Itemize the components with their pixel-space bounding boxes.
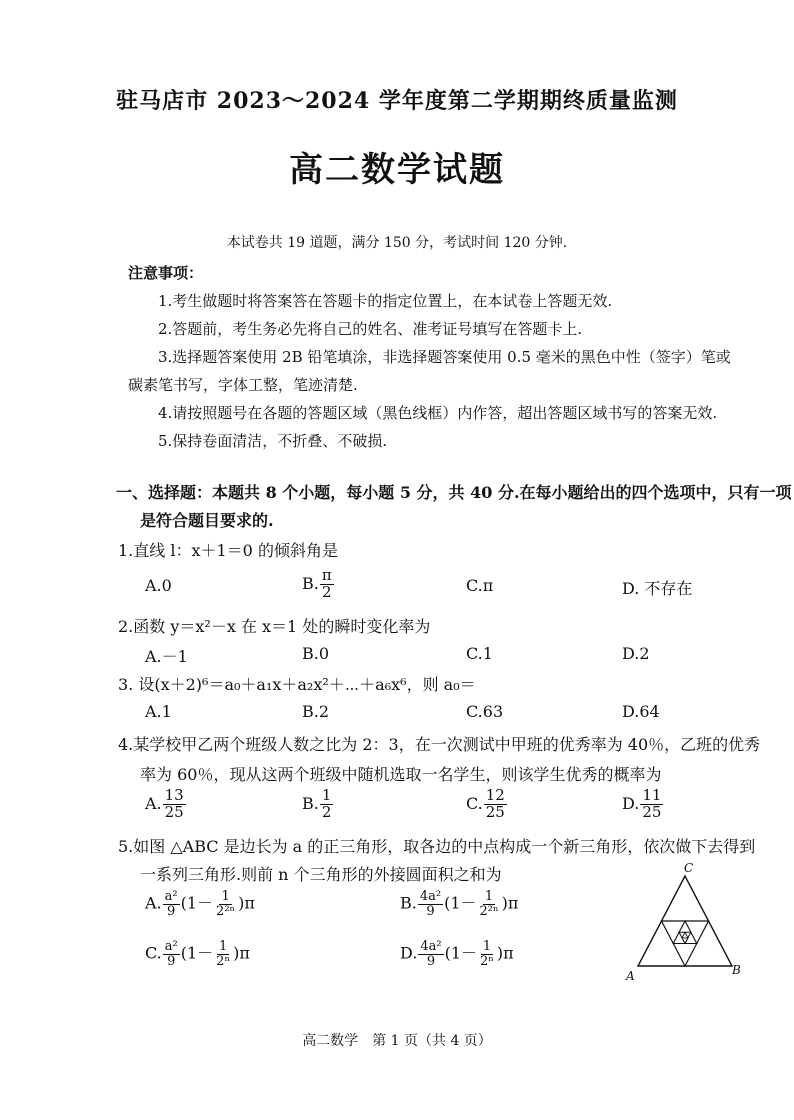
q4-option-a: A. $\frac{13}{25}$ bbox=[145, 786, 184, 821]
exam-info: 本试卷共 19 道题，满分 150 分，考试时间 120 分钟. bbox=[226, 235, 568, 251]
notice-item-1: 1.考生做题时将答案答在答题卡的指定位置上，在本试卷上答题无效. bbox=[158, 292, 613, 310]
notice-item-3-cont: 碳素笔书写，字体工整，笔迹清楚. bbox=[128, 376, 358, 394]
q1-option-c: C.π bbox=[466, 576, 494, 595]
exam-title: 驻马店市 2023～2024 学年度第二学期期终质量监测 bbox=[116, 88, 678, 114]
q2-option-d: D.2 bbox=[622, 644, 650, 663]
q4-stem-cont: 率为 60％，现从这两个班级中随机选取一名学生，则该学生优秀的概率为 bbox=[140, 765, 662, 784]
q1-option-b: B. $\frac{\pi}{2}$ bbox=[302, 566, 332, 601]
page-footer: 高二数学 第 1 页（共 4 页） bbox=[302, 1033, 492, 1049]
q5-option-c: C. $\frac{\text{a²}}{9}$ (1－ $\frac{1}{\text{2ⁿ}}$ )π bbox=[145, 939, 250, 969]
q2-option-a: A.－1 bbox=[145, 647, 188, 666]
q2-option-b: B.0 bbox=[302, 644, 330, 663]
notice-item-4: 4.请按照题号在各题的答题区域（黑色线框）内作答，超出答题区域书写的答案无效. bbox=[158, 404, 718, 422]
q5-option-a: A. $\frac{\text{a²}}{9}$ (1－ $\frac{1}{\text{2²ⁿ}}$ )π bbox=[145, 889, 255, 919]
q5-stem-cont: 一系列三角形.则前 n 个三角形的外接圆面积之和为 bbox=[140, 865, 502, 884]
notice-heading: 注意事项： bbox=[128, 264, 204, 282]
q3-option-c: C.63 bbox=[466, 702, 504, 721]
q3-option-d: D.64 bbox=[622, 702, 660, 721]
q1-stem: 1.直线 l：x＋1＝0 的倾斜角是 bbox=[118, 541, 338, 560]
q5-option-b: B. $\frac{\text{4a²}}{9}$ (1－ $\frac{1}{\text{2²ⁿ}}$ )π bbox=[400, 889, 519, 919]
nested-triangles-figure bbox=[620, 862, 750, 984]
q3-stem: 3. 设(x＋2)⁶＝a₀＋a₁x＋a₂x²＋⋯＋a₆x⁶，则 a₀＝ bbox=[118, 675, 476, 694]
section1-heading-cont: 是符合题目要求的. bbox=[140, 511, 274, 530]
q4-option-c: C. $\frac{12}{25}$ bbox=[466, 786, 505, 821]
notice-item-5: 5.保持卷面清洁，不折叠、不破损. bbox=[158, 432, 388, 450]
q2-option-c: C.1 bbox=[466, 644, 493, 663]
notice-item-2: 2.答题前，考生务必先将自己的姓名、准考证号填写在答题卡上. bbox=[158, 320, 583, 338]
label-b: B bbox=[732, 963, 741, 977]
q3-option-a: A.1 bbox=[145, 702, 172, 721]
subject-title: 高二数学试题 bbox=[289, 150, 505, 190]
q1-option-d: D. 不存在 bbox=[622, 579, 693, 598]
q1-option-a: A.0 bbox=[145, 576, 172, 595]
notice-item-3: 3.选择题答案使用 2B 铅笔填涂，非选择题答案使用 0.5 毫米的黑色中性（签字）笔或 bbox=[158, 348, 731, 366]
q2-stem: 2.函数 y＝x²－x 在 x＝1 处的瞬时变化率为 bbox=[118, 617, 431, 636]
q3-option-b: B.2 bbox=[302, 702, 330, 721]
q5-option-d: D. $\frac{\text{4a²}}{9}$ (1－ $\frac{1}{\text{2ⁿ}}$ )π bbox=[400, 939, 514, 969]
label-c: C bbox=[684, 862, 694, 875]
q4-stem: 4.某学校甲乙两个班级人数之比为 2：3，在一次测试中甲班的优秀率为 40％，乙班的优秀 bbox=[118, 735, 761, 754]
triangle-level-5 bbox=[682, 932, 688, 938]
q4-option-b: B. $\frac{1}{2}$ bbox=[302, 786, 332, 821]
q5-stem: 5.如图 △ABC 是边长为 a 的正三角形，取各边的中点构成一个新三角形，依次做下去得到 bbox=[118, 837, 756, 856]
label-a: A bbox=[626, 969, 635, 983]
section1-heading: 一、选择题：本题共 8 个小题，每小题 5 分，共 40 分.在每小题给出的四个选项中，只有一项 bbox=[116, 483, 792, 502]
q4-option-d: D. $\frac{11}{25}$ bbox=[622, 786, 662, 821]
